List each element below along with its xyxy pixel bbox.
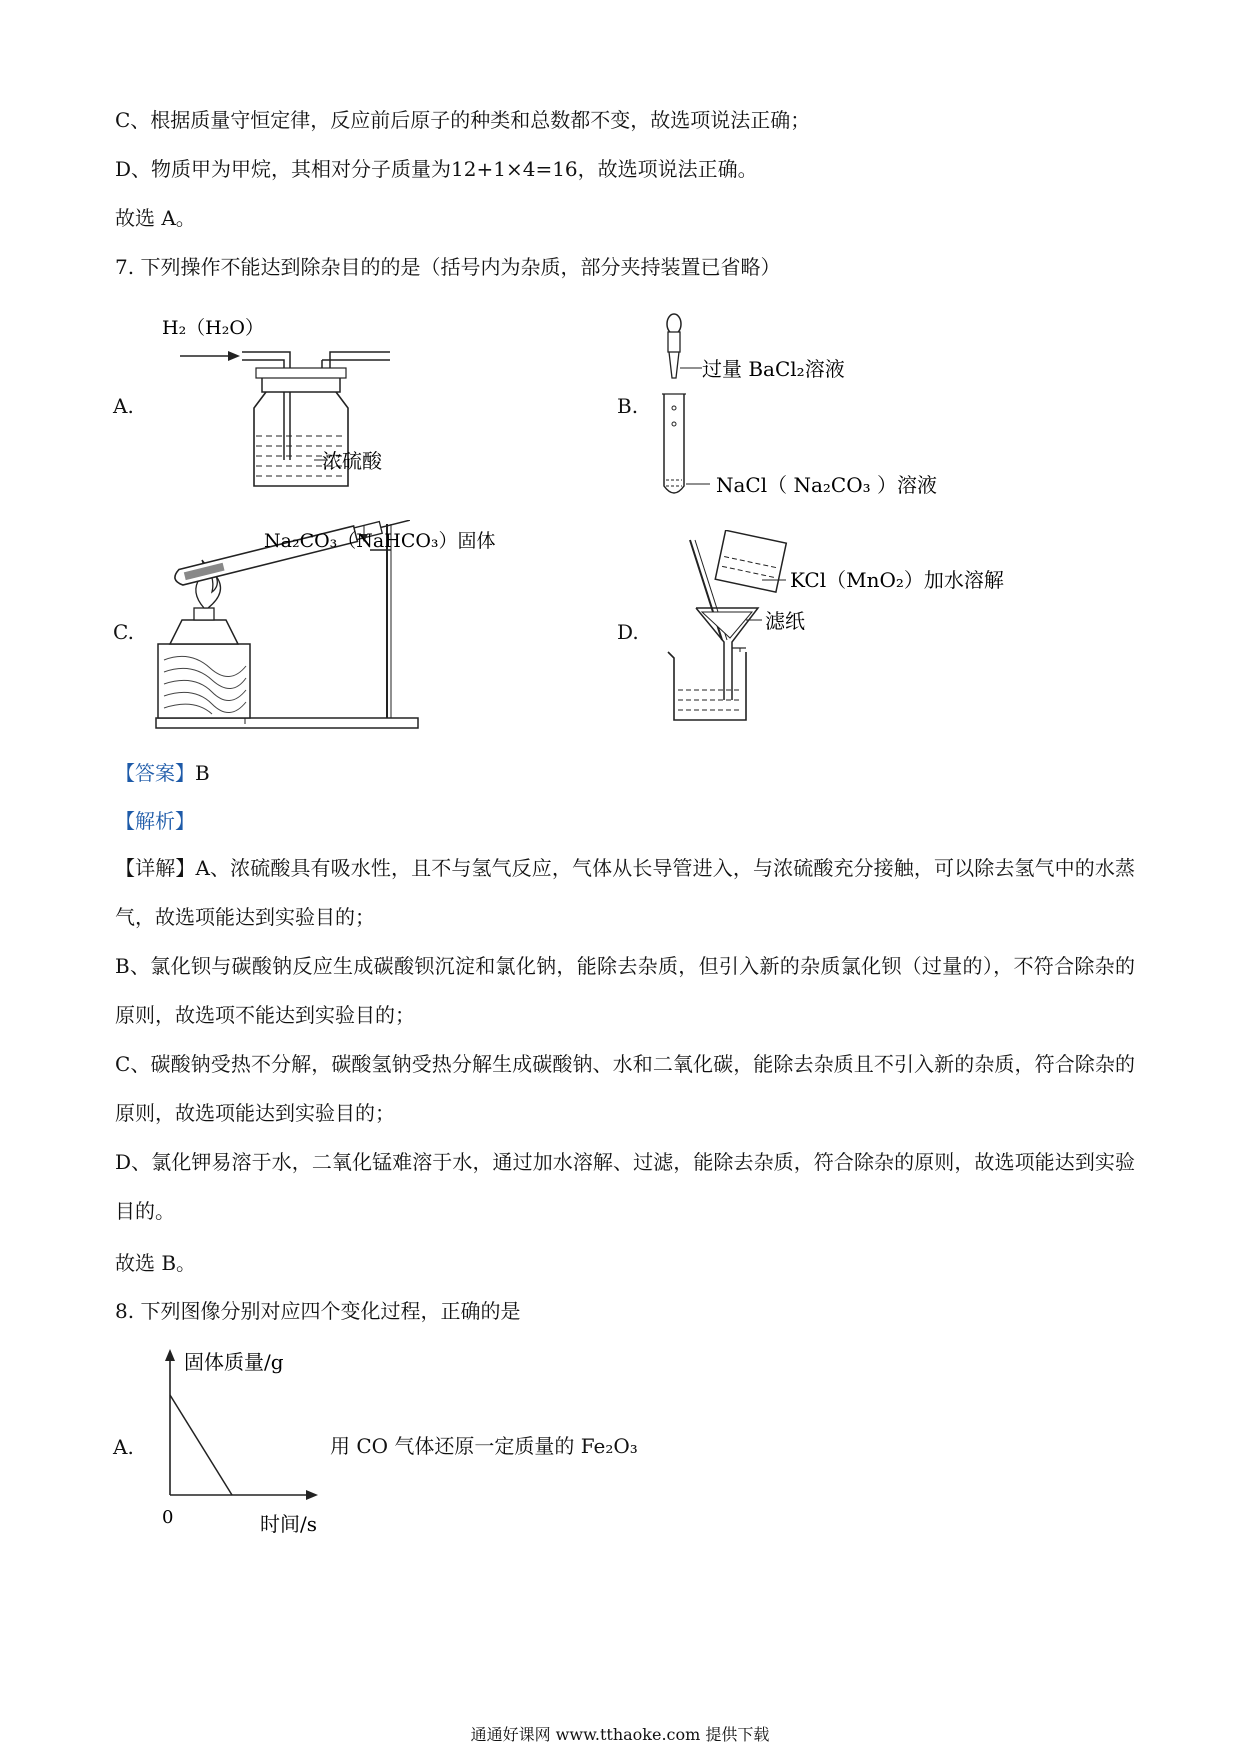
q8-option-a-label: A. xyxy=(113,1435,134,1459)
detail-tag: 【详解】 xyxy=(115,856,196,880)
choose-a: 故选 A。 xyxy=(115,206,196,230)
x-axis-label: 时间/s xyxy=(260,1512,318,1536)
origin-label: 0 xyxy=(162,1507,174,1528)
detail-b: B、氯化钡与碳酸钠反应生成碳酸钡沉淀和氯化钠，能除去杂质，但引入新的杂质氯化钡（过量的），不符合除杂的原则，故选项不能达到实验目的； xyxy=(115,954,1135,1027)
choose-b: 故选 B。 xyxy=(115,1251,197,1275)
detail-d: D、氯化钾易溶于水，二氧化锰难溶于水，通过加水溶解、过滤，能除去杂质，符合除杂的原则，故选项能达到实验目的。 xyxy=(115,1150,1135,1223)
reagent-label: 浓硫酸 xyxy=(322,449,382,473)
mixture-label: KCl（MnO₂）加水溶解 xyxy=(790,568,1004,592)
option-c-label: C. xyxy=(113,620,134,644)
figure-gas-wash-bottle xyxy=(150,310,450,504)
question-8: 8. 下列图像分别对应四个变化过程，正确的是 xyxy=(115,1299,521,1323)
detail-c: C、碳酸钠受热不分解，碳酸氢钠受热分解生成碳酸钠、水和二氧化碳，能除去杂质且不引入新的杂质，符合除杂的原则，故选项能达到实验目的； xyxy=(115,1052,1135,1125)
question-7: 7. 下列操作不能达到除杂目的的是（括号内为杂质，部分夹持装置已省略） xyxy=(115,255,781,279)
gas-label: H₂（H₂O） xyxy=(162,317,264,339)
option-a-label: A. xyxy=(113,394,134,418)
detail-a-text: A、浓硫酸具有吸水性，且不与氢气反应，气体从长导管进入，与浓硫酸充分接触，可以除去氢气中的水蒸气，故选项能达到实验目的； xyxy=(115,856,1135,929)
solid-label: Na₂CO₃（NaHCO₃）固体 xyxy=(264,530,496,552)
x-axis-arrow xyxy=(306,1490,318,1500)
explanation-c: C、根据质量守恒定律，反应前后原子的种类和总数都不变，故选项说法正确； xyxy=(115,108,811,132)
dropper-reagent-label: 过量 BaCl₂溶液 xyxy=(702,357,845,381)
option-b-label: B. xyxy=(617,394,639,418)
detail-a xyxy=(115,844,1135,942)
figure-heating-apparatus xyxy=(150,520,520,744)
option-d-label: D. xyxy=(617,620,639,644)
series-line xyxy=(170,1395,232,1495)
answer-value: B xyxy=(195,761,210,785)
explanation-d: D、物质甲为甲烷，其相对分子质量为12+1×4=16，故选项说法正确。 xyxy=(115,157,758,181)
filter-paper-label: 滤纸 xyxy=(765,609,805,633)
answer-tag: 【答案】 xyxy=(115,761,195,785)
y-axis-label: 固体质量/g xyxy=(184,1350,284,1374)
q8-chart xyxy=(150,1345,350,1549)
q8-option-a-description: 用 CO 气体还原一定质量的 Fe₂O₃ xyxy=(330,1434,638,1458)
footer: 通通好课网 www.tthaoke.com 提供下载 xyxy=(470,1725,770,1744)
y-axis-arrow xyxy=(165,1349,175,1361)
answer-line xyxy=(115,760,210,786)
figure-filtration xyxy=(650,530,1030,744)
figure-test-tube-dropper xyxy=(650,308,970,507)
tube-solution-label: NaCl（ Na₂CO₃ ）溶液 xyxy=(716,473,937,497)
analysis-tag: 【解析】 xyxy=(115,809,195,833)
